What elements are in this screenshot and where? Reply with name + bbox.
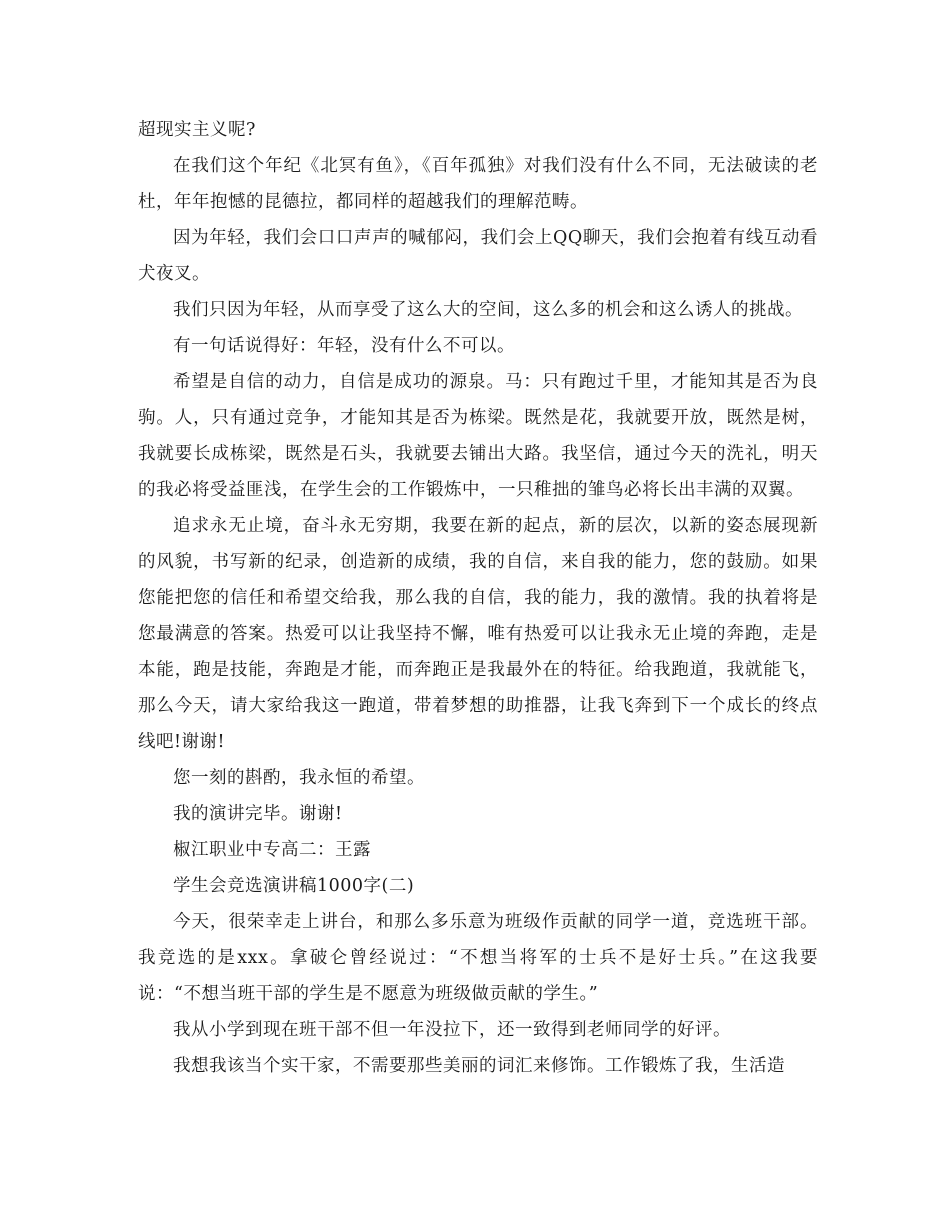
- paragraph-1: 在我们这个年纪《北冥有鱼》，《百年孤独》对我们没有什么不同，无法破读的老杜，年年抱憾的昆德拉，都同样的超越我们的理解范畴。: [138, 156, 818, 212]
- paragraph-9: 椒江职业中专高二：王露: [173, 840, 371, 860]
- paragraph-7: 您一刻的斟酌，我永恒的希望。: [173, 768, 425, 788]
- paragraph-6: 追求永无止境，奋斗永无穷期，我要在新的起点，新的层次，以新的姿态展现新的风貌，书写新的纪录，创造新的成绩，我的自信，来自我的能力，您的鼓励。如果您能把您的信任和希望交给我，那么我的自信，我的能力，我的激情。我的执着将是您最满意的答案。热爱可以让我坚持不懈，唯有热爱可以让我永无止境的奔跑，走是本能，跑是技能，奔跑是才能，而奔跑正是我最外在的特征。给我跑道，我就能飞，那么今天，请大家给我这一跑道，带着梦想的助推器，让我飞奔到下一个成长的终点线吧!谢谢!: [138, 516, 818, 752]
- paragraph-11: 今天，很荣幸走上讲台，和那么多乐意为班级作贡献的同学一道，竞选班干部。我竞选的是xxx。拿破仑曾经说过：“不想当将军的士兵不是好士兵。”在这我要说：“不想当班干部的学生是不愿意为班级做贡献的学生。”: [138, 912, 818, 1004]
- paragraph-5: 希望是自信的动力，自信是成功的源泉。马：只有跑过千里，才能知其是否为良驹。人，只有通过竞争，才能知其是否为栋梁。既然是花，我就要开放，既然是树，我就要长成栋梁，既然是石头，我就要去铺出大路。我坚信，通过今天的洗礼，明天的我必将受益匪浅，在学生会的工作锻炼中，一只稚拙的雏鸟必将长出丰满的双翼。: [138, 372, 818, 500]
- paragraph-3: 我们只因为年轻，从而享受了这么大的空间，这么多的机会和这么诱人的挑战。: [173, 300, 803, 320]
- section-heading: 学生会竞选演讲稿1000字(二): [173, 876, 415, 896]
- paragraph-13: 我想我该当个实干家，不需要那些美丽的词汇来修饰。工作锻炼了我，生活造: [173, 1056, 785, 1076]
- document-page: [138, 112, 818, 1084]
- paragraph-0: 超现实主义呢?: [138, 120, 256, 140]
- paragraph-4: 有一句话说得好：年轻，没有什么不可以。: [173, 336, 515, 356]
- paragraph-12: 我从小学到现在班干部不但一年没拉下，还一致得到老师同学的好评。: [173, 1020, 731, 1040]
- paragraph-2: 因为年轻，我们会口口声声的喊郁闷，我们会上QQ聊天，我们会抱着有线互动看犬夜叉。: [138, 228, 818, 284]
- paragraph-8: 我的演讲完毕。谢谢!: [173, 804, 343, 824]
